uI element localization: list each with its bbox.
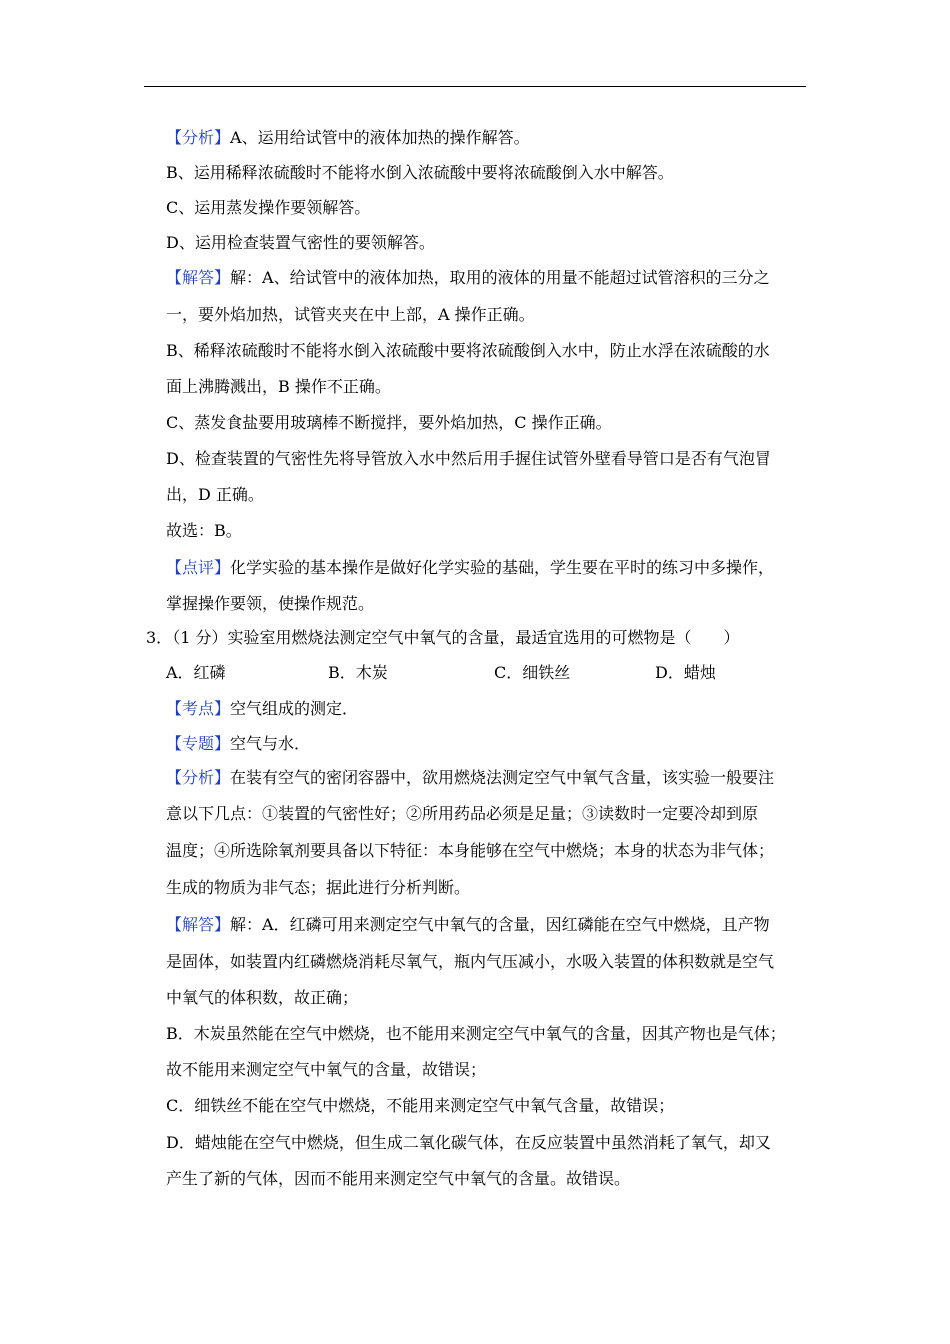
comment-line: 掌握操作要领，使操作规范。 — [166, 594, 375, 613]
answer-line: B、稀释浓硫酸时不能将水倒入浓硫酸中要将浓硫酸倒入水中，防止水浮在浓硫酸的水 — [166, 341, 770, 360]
answer-line: 故不能用来测定空气中氧气的含量，故错误； — [166, 1060, 487, 1079]
option-d: D．蜡烛 — [655, 663, 716, 682]
option-c: C．细铁丝 — [494, 663, 571, 682]
answer-line: 出，D 正确。 — [166, 485, 264, 504]
answer-line: 【解答】解：A、给试管中的液体加热，取用的液体的用量不能超过试管溶积的三分之 — [166, 268, 770, 287]
header-rule — [144, 86, 806, 87]
analysis-tag: 【分析】 — [166, 768, 231, 787]
analysis-line: 意以下几点：①装置的气密性好；②所用药品必须是足量；③读数时一定要冷却到原 — [166, 804, 759, 823]
answer-line: 中氧气的体积数，故正确； — [166, 988, 359, 1007]
comment-tag: 【点评】 — [166, 558, 231, 577]
answer-line: B．木炭虽然能在空气中燃烧，也不能用来测定空气中氧气的含量，因其产物也是气体； — [166, 1024, 786, 1043]
analysis-line: B、运用稀释浓硫酸时不能将水倒入浓硫酸中要将浓硫酸倒入水中解答。 — [166, 163, 674, 182]
kaodian-tag: 【考点】 — [166, 699, 231, 718]
analysis-line: 温度；④所选除氧剂要具备以下特征：本身能够在空气中燃烧；本身的状态为非气体； — [166, 841, 775, 860]
answer-line: D、检查装置的气密性先将导管放入水中然后用手握住试管外壁看导管口是否有气泡冒 — [166, 449, 771, 468]
option-b: B．木炭 — [328, 663, 388, 682]
answer-line: C．细铁丝不能在空气中燃烧，不能用来测定空气中氧气含量，故错误； — [166, 1096, 675, 1115]
answer-line: C、蒸发食盐要用玻璃棒不断搅拌，要外焰加热，C 操作正确。 — [166, 413, 612, 432]
option-a: A．红磷 — [166, 663, 226, 682]
answer-line: 产生了新的气体，因而不能用来测定空气中氧气的含量。故错误。 — [166, 1169, 631, 1188]
answer-line: 【解答】解：A．红磷可用来测定空气中氧气的含量，因红磷能在空气中燃烧，且产物 — [166, 915, 770, 934]
analysis-line: D、运用检查装置气密性的要领解答。 — [166, 233, 435, 252]
zhuanti-tag: 【专题】 — [166, 734, 231, 753]
analysis-tag: 【分析】 — [166, 128, 231, 147]
answer-line: 是固体，如装置内红磷燃烧消耗尽氧气，瓶内气压减小，水吸入装置的体积数就是空气 — [166, 952, 775, 971]
answer-line: D．蜡烛能在空气中燃烧，但生成二氧化碳气体，在反应装置中虽然消耗了氧气，却又 — [166, 1133, 771, 1152]
analysis-line: C、运用蒸发操作要领解答。 — [166, 198, 371, 217]
kaodian-line: 【考点】空气组成的测定． — [166, 699, 359, 718]
answer-tag: 【解答】 — [166, 915, 231, 934]
analysis-line: 【分析】在装有空气的密闭容器中，欲用燃烧法测定空气中氧气含量，该实验一般要注 — [166, 768, 775, 787]
answer-line: 面上沸腾溅出，B 操作不正确。 — [166, 377, 391, 396]
answer-line: 一，要外焰加热，试管夹夹在中上部，A 操作正确。 — [166, 305, 535, 324]
analysis-line: 【分析】A、运用给试管中的液体加热的操作解答。 — [166, 128, 530, 147]
comment-line: 【点评】化学实验的基本操作是做好化学实验的基础，学生要在平时的练习中多操作， — [166, 558, 775, 577]
question-number: 3． — [146, 628, 173, 647]
answer-line: 故选：B。 — [166, 521, 242, 540]
question-stem: 3．（1 分）实验室用燃烧法测定空气中氧气的含量，最适宜选用的可燃物是（ ） — [146, 628, 740, 647]
answer-tag: 【解答】 — [166, 268, 231, 287]
zhuanti-line: 【专题】空气与水． — [166, 734, 311, 753]
analysis-line: 生成的物质为非气态；据此进行分析判断。 — [166, 878, 471, 897]
